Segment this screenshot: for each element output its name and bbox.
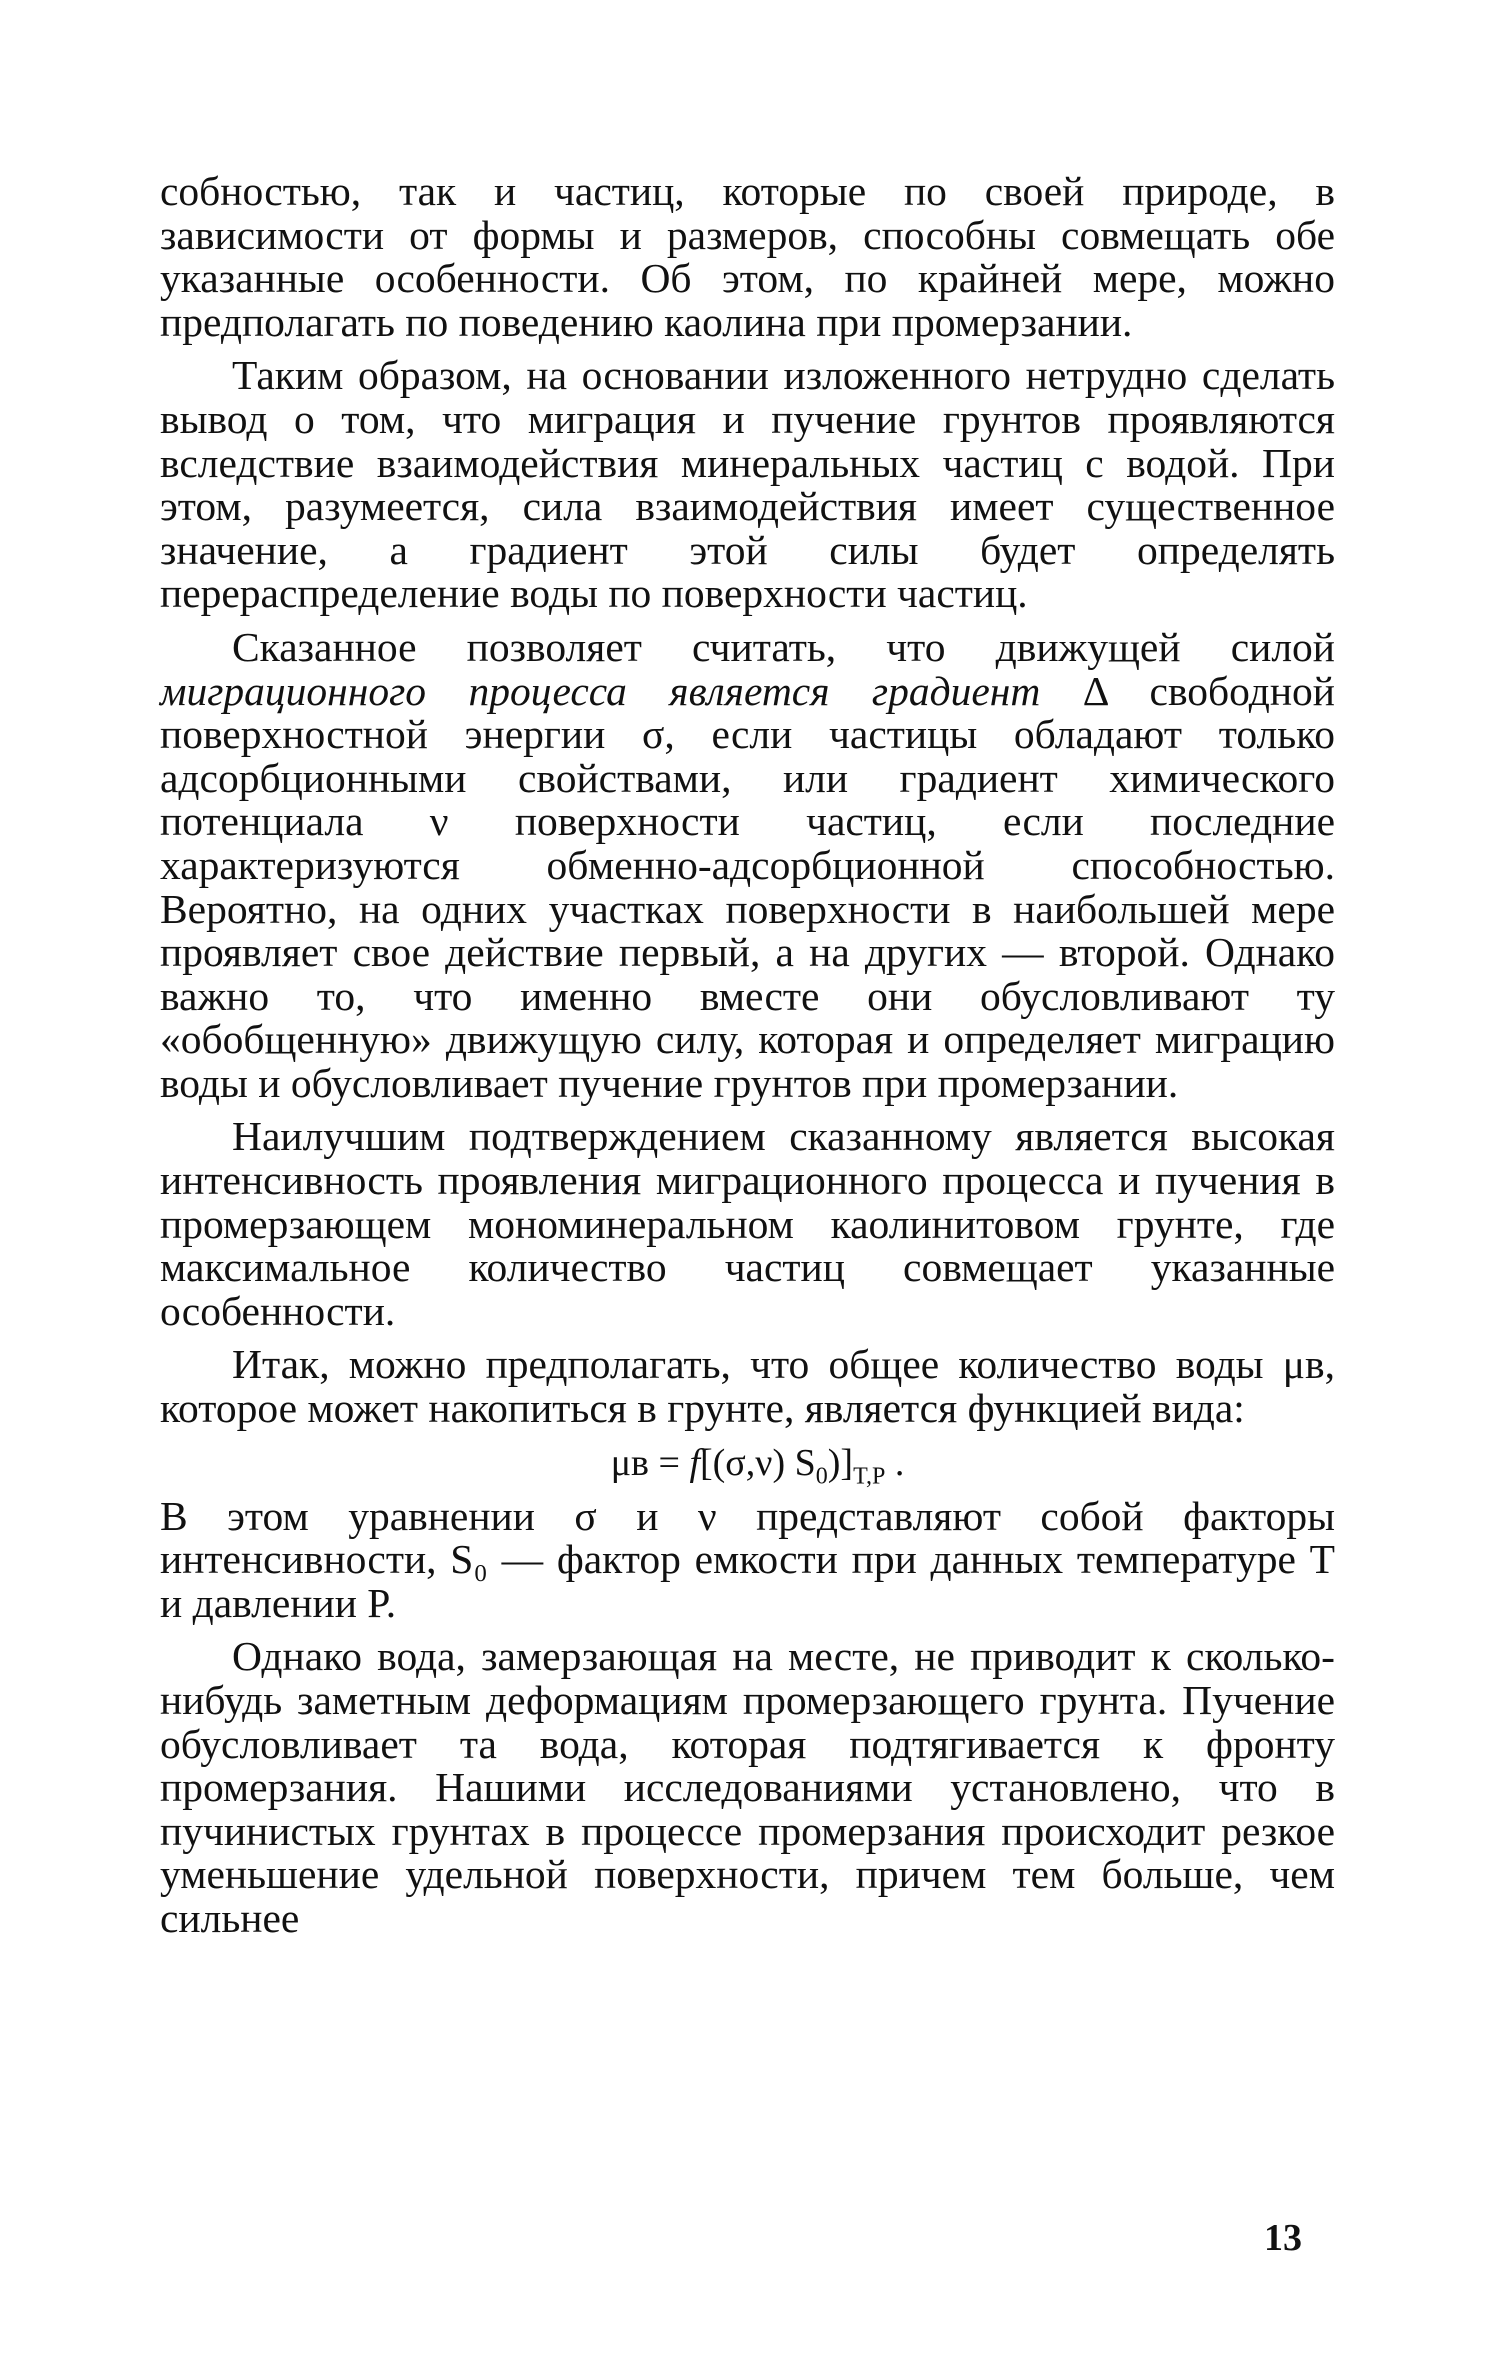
paragraph-6: В этом уравнении σ и ν представляют собой факторы интенсивности, S₀ — фактор емкости при данных температуре T и давлении P. [160, 1492, 1335, 1626]
equation-end: . [885, 1441, 905, 1484]
paragraph-3-italic: миграционного процесса является градиент [160, 667, 1041, 714]
equation [160, 1439, 1335, 1490]
paragraph-3-lead: Сказанное позволяет считать, что движущей силой [232, 623, 1335, 670]
equation-function: f [689, 1441, 700, 1484]
paragraph-3 [160, 623, 1335, 1106]
paragraph-1: собностью, так и частиц, которые по своей природе, в зависимости от формы и размеров, способны совмещать обе указанные особенности. Об этом, по крайней мере, можно предполагать по поведению каолина при промерзании. [160, 168, 1335, 345]
equation-lhs: μв = [610, 1441, 690, 1484]
page-text-body [160, 170, 1335, 1941]
equation-body: [(σ,ν) S [700, 1441, 816, 1484]
paragraph-5: Итак, можно предполагать, что общее количество воды μв, которое может накопиться в грунте, является функцией вида: [160, 1341, 1335, 1432]
paragraph-2: Таким образом, на основании изложенного нетрудно сделать вывод о том, что миграция и пучение грунтов проявляются вследствие взаимодействия минеральных частиц с водой. При этом, разумеется, сила взаимодействия имеет существенное значение, а градиент этой силы будет определять перераспределение воды по поверхности частиц. [160, 352, 1335, 617]
paragraph-3-tail: Δ свободной поверхностной энергии σ, если частицы обладают только адсорбционными свойствами, или градиент химического потенциала ν поверхности частиц, если последние характеризуются обменно-адсорбционной способностью. Вероятно, на одних участках поверхности в наибольшей мере проявляет свое действие первый, а на других — второй. Однако важно то, что именно вместе они обусловливают ту «обобщенную» движущую силу, которая и определяет миграцию воды и обусловливает пучение грунтов при промерзании. [160, 667, 1335, 1106]
equation-subscript: T,P [853, 1463, 886, 1490]
equation-close: )] [827, 1441, 854, 1484]
paragraph-7: Однако вода, замерзающая на месте, не приводит к сколько-нибудь заметным деформациям промерзающего грунта. Пучение обусловливает та вода, которая подтягивается к фронту промерзания. Нашими исследованиями установлено, что в пучинистых грунтах в процессе промерзания происходит резкое уменьшение удельной поверхности, причем тем больше, чем сильнее [160, 1633, 1335, 1941]
page-number: 13 [1264, 2217, 1302, 2259]
equation-s-subscript: 0 [815, 1463, 828, 1490]
paragraph-4: Наилучшим подтверждением сказанному является высокая интенсивность проявления миграционного процесса и пучения в промерзающем мономинеральном каолинитовом грунте, где максимальное количество частиц совмещает указанные особенности. [160, 1113, 1335, 1334]
